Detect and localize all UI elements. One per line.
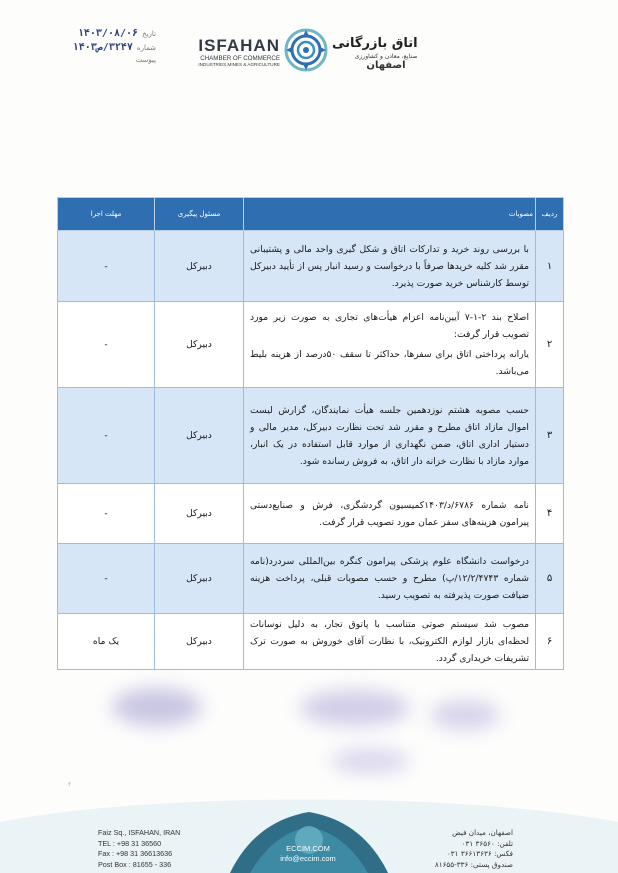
signature-smudge [112,688,202,726]
row-number: ۲ [536,302,564,388]
table-header-row [58,198,564,231]
resolutions-table [57,197,564,670]
footer-website [268,844,348,864]
footer-postbox-fa: صندوق پستی: ۳۳۶-۸۱۶۵۵ [434,859,513,869]
logo-english-title: ISFAHAN [198,36,280,55]
resolution-text: مصوب شد سیستم صوتی متناسب با پاتوق تجار، به دلیل نوسانات لحظه‌ای بازار لوازم الکترونیک، با نظارت آقای خوروش به صورت ترک تشریفات خریداری گردد. [244,614,536,670]
table-row [58,302,564,388]
footer-fax-fa: فکس: ۳۶۶۱۳۶۳۶ ۰۳۱ [446,849,513,858]
row-number: ۳ [536,388,564,484]
logo-english-subtitle: CHAMBER OF COMMERCE [200,55,280,62]
responsible-cell: دبیرکل [155,302,244,388]
deadline-cell: یک ماه [58,614,155,670]
page-mark: ۲ [68,781,72,788]
deadline-cell: - [58,231,155,302]
meta-attachment [6,56,156,70]
meta-number-label: شماره [136,44,156,52]
footer-english-contact [98,828,193,870]
resolution-text: درخواست دانشگاه علوم پزشکی پیرامون کنگره بین‌المللی سردرد(نامه شماره ۱۲/۲/۴۷۴۳/پ) مطرح و حسب مصوبات قبلی، پرداخت هزینه ضیافت صورت پذیرفته به تصویب رسید. [244,544,536,614]
footer-persian-contact [418,828,513,870]
meta-attachment-label: پیوست [135,56,156,64]
logo-english-tagline: INDUSTRIES,MINES & AGRICULTURE [198,62,280,67]
signature-smudge [330,748,410,774]
resolution-text: اصلاح بند ۲-۱-۷ آیین‌نامه اعزام هیأت‌های تجاری به صورت زیر مورد تصویب قرار گرفت: [250,312,529,340]
resolution-text: با بررسی روند خرید و تدارکات اتاق و شکل گیری واحد مالی و پشتیبانی مقرر شد کلیه خریدها صرفاً با درخواست و رسید انبار پس از تأیید دبیرکل توسط کارشناس خرید صورت پذیرد. [244,231,536,302]
meta-date-value: ۱۴۰۳/۰۸/۰۶ [77,28,139,39]
logo-persian-city: اصفهان [366,60,406,71]
resolution-text: حسب مصوبه هشتم نوزدهمین جلسه هیأت نمایندگان، گزارش لیست اموال مازاد اتاق مطرح و مقرر شد تحت نظارت دبیرکل، مدیر مالی و دستیار اداری اتاق، ضمن نگهداری از موارد قابل استفاده در یک انبار، موارد مازاد با نظارت خزانه دار اتاق، به فروش رسانده شود. [244,388,536,484]
footer-address-fa: اصفهان، میدان فیض [452,828,513,837]
header-deadline: مهلت اجرا [58,198,155,231]
resolution-text: نامه شماره ۶۷۸۶/د/۱۴۰۳کمیسیون گردشگری، فرش و صنایع‌دستی پیرامون هزینه‌های سفر عمان مورد تصویب قرار گرفت. [244,484,536,544]
footer-site-url[interactable]: ECCIM.COM [286,844,330,853]
chamber-logo [190,26,440,74]
logo-persian-title: اتاق بازرگانی [332,36,418,51]
responsible-cell: دبیرکل [155,231,244,302]
footer-phone: TEL : +98 31 36560 [98,838,162,848]
responsible-cell: دبیرکل [155,484,244,544]
footer-postbox: Post Box : 81655 - 336 [98,859,172,869]
table-row [58,231,564,302]
footer-email[interactable]: info@eccim.com [280,854,336,863]
signature-smudge [300,690,410,726]
header-resolutions: مصوبات [244,198,536,231]
responsible-cell: دبیرکل [155,388,244,484]
row-number: ۱ [536,231,564,302]
footer-fax: Fax : +98 31 36613636 [98,849,173,858]
deadline-cell: - [58,302,155,388]
table-row [58,544,564,614]
responsible-cell: دبیرکل [155,614,244,670]
meta-number [6,42,156,56]
footer-phone-fa: تلفن: ۳۶۵۶۰ ۰۳۱ [461,838,513,848]
letter-meta [6,28,156,70]
signature-smudge [430,700,500,730]
table-row [58,614,564,670]
row-number: ۶ [536,614,564,670]
header-responsible: مسئول پیگیری [155,198,244,231]
meta-number-value: ۳۲۴۷/ص۱۴۰۳ [72,42,133,53]
row-number: ۵ [536,544,564,614]
meta-date-label: تاریخ [142,30,156,38]
meta-date [6,28,156,42]
table-row [58,388,564,484]
logo-persian-subtitle: صنایع، معادن و کشاورزی [354,53,418,60]
table-row [58,484,564,544]
header-row-number: ردیف [536,198,564,231]
responsible-cell: دبیرکل [155,544,244,614]
resolution-cell [244,302,536,388]
footer-address: Faiz Sq., ISFAHAN, IRAN [98,828,181,837]
deadline-cell: - [58,484,155,544]
resolution-note: یارانه پرداختی اتاق برای سفرها، حداکثر تا سقف ۵۰درصد از هزینه بلیط می‌باشد. [250,349,529,377]
row-number: ۴ [536,484,564,544]
deadline-cell: - [58,388,155,484]
chamber-emblem-icon [284,28,328,72]
deadline-cell: - [58,544,155,614]
